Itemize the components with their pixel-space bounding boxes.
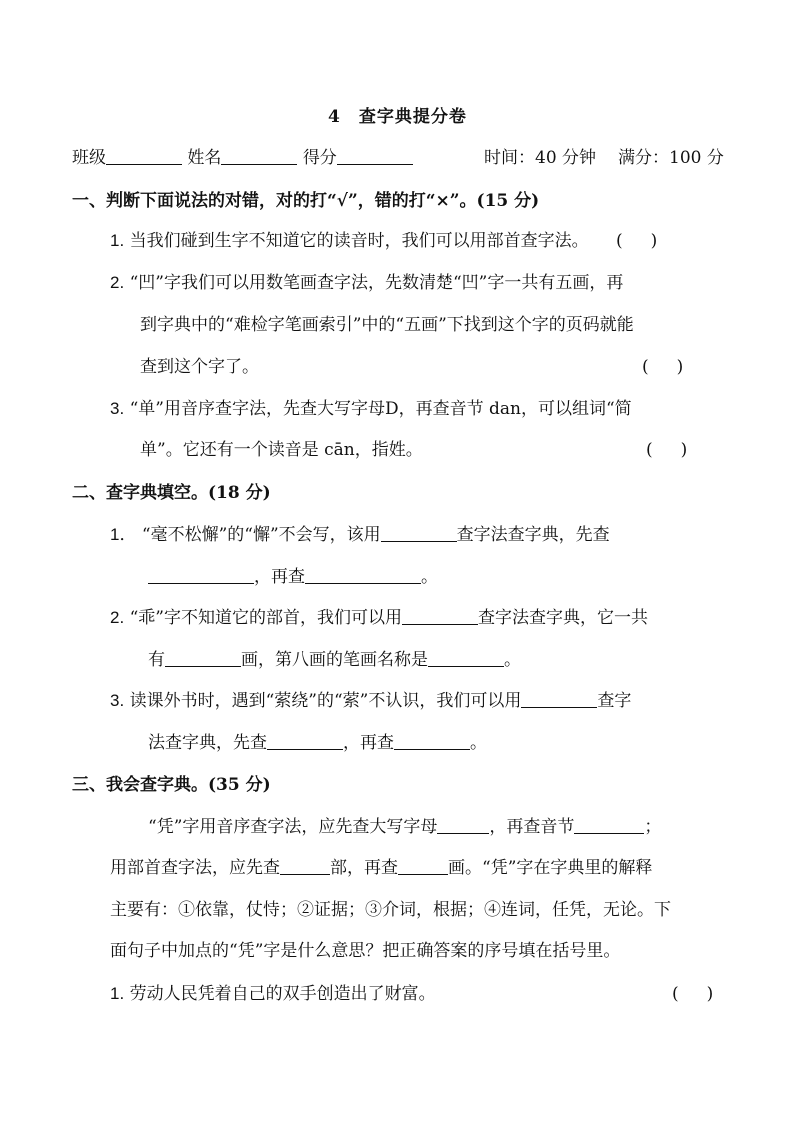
s1-q2-answer-box[interactable]: ( ) <box>642 357 684 377</box>
s2-q3-blank-first[interactable] <box>267 733 343 750</box>
s3-q1-number: 1. <box>110 984 125 1003</box>
score-blank[interactable] <box>337 148 413 165</box>
s2-q3-blank-second[interactable] <box>394 733 470 750</box>
s1-q3-line1: “单”用音序查字法，先查大写字母D，再查音节 dan，可以组词“简 <box>129 399 632 419</box>
s1-q2-line1: “凹”字我们可以用数笔画查字法，先数清楚“凹”字一共有五画，再 <box>129 273 624 293</box>
class-label: 班级 <box>72 148 106 168</box>
s2-q2-text-c: 有 <box>148 650 165 670</box>
s2-q2-blank-stroke-name[interactable] <box>428 650 504 667</box>
s3-text-d: 用部首查字法，应先查 <box>110 858 280 878</box>
s2-q1-number: 1． <box>110 525 137 544</box>
s3-blank-radical[interactable] <box>280 858 330 875</box>
s2-q1-text-d: 。 <box>421 567 438 587</box>
section2-heading: 二、查字典填空。(18 分) <box>72 483 271 503</box>
s1-q3 <box>110 398 632 420</box>
s2-q3-text-a: 读课外书时，遇到“萦绕”的“萦”不认识，我们可以用 <box>129 691 522 711</box>
s2-q1-text-c: ，再查 <box>254 567 305 587</box>
s3-text-b: ，再查音节 <box>489 817 575 837</box>
s2-q2 <box>110 607 648 629</box>
s2-q2-line2 <box>148 649 521 671</box>
s2-q1-blank-first[interactable] <box>148 567 254 584</box>
s3-para-line2 <box>110 857 652 879</box>
s3-text-f: 画。“凭”字在字典里的解释 <box>448 858 653 878</box>
s2-q3-text-e: 。 <box>470 733 487 753</box>
s2-q3-text-c: 法查字典，先查 <box>148 733 267 753</box>
s2-q2-blank-strokes[interactable] <box>165 650 241 667</box>
s1-q1 <box>110 230 589 252</box>
s1-q1-answer-box[interactable]: ( ) <box>616 231 658 251</box>
s1-q3-line2: 单”。它还有一个读音是 cān，指姓。 <box>140 440 423 460</box>
s2-q1-text-a: “毫不松懈”的“懈”不会写，该用 <box>141 525 381 545</box>
s2-q3-text-d: ，再查 <box>343 733 394 753</box>
s2-q3-number: 3. <box>110 691 125 710</box>
header-row <box>72 147 413 169</box>
s1-q3-answer-box[interactable]: ( ) <box>646 440 688 460</box>
s3-q1-text: 劳动人民凭着自己的双手创造出了财富。 <box>129 984 436 1004</box>
s3-q1 <box>110 983 436 1005</box>
s2-q2-text-b: 查字法查字典，它一共 <box>477 608 648 628</box>
s1-q2-line2: 到字典中的“难检字笔画索引”中的“五画”下找到这个字的页码就能 <box>140 315 634 335</box>
s2-q2-number: 2. <box>110 608 125 627</box>
s2-q3 <box>110 690 631 712</box>
s2-q2-text-e: 。 <box>504 650 521 670</box>
s2-q1-text-b: 查字法查字典，先查 <box>456 525 610 545</box>
s3-blank-strokes[interactable] <box>398 858 448 875</box>
section3-heading: 三、我会查字典。(35 分) <box>72 775 271 795</box>
s2-q3-text-b: 查字 <box>597 691 632 711</box>
s3-blank-syllable[interactable] <box>574 817 644 834</box>
s2-q1-blank-method[interactable] <box>381 525 457 542</box>
s3-blank-letter[interactable] <box>437 817 489 834</box>
s1-q2 <box>110 272 623 294</box>
name-blank[interactable] <box>221 148 297 165</box>
s3-q1-answer-box[interactable]: ( ) <box>672 984 714 1004</box>
s3-text-e: 部，再查 <box>330 858 398 878</box>
name-label: 姓名 <box>187 148 222 168</box>
s3-text-a: “凭”字用音序查字法，应先查大写字母 <box>148 817 438 837</box>
s2-q1-blank-second[interactable] <box>305 567 421 584</box>
s1-q2-line3: 查到这个字了。 <box>140 357 259 377</box>
time-label: 时间：40 分钟 <box>484 148 597 168</box>
section1-heading: 一、判断下面说法的对错，对的打“√”，错的打“×”。(15 分) <box>72 191 540 211</box>
s2-q2-text-d: 画，第八画的笔画名称是 <box>241 650 428 670</box>
s3-para-line3: 主要有：①依靠，仗恃；②证据；③介词，根据；④连词，任凭，无论。下 <box>110 900 671 920</box>
s3-para-line1 <box>148 816 661 838</box>
s3-para-line4: 面句子中加点的“凭”字是什么意思？把正确答案的序号填在括号里。 <box>110 941 621 961</box>
s2-q1-line2 <box>148 566 438 588</box>
s1-q1-number: 1. <box>110 231 125 250</box>
s1-q2-number: 2. <box>110 273 125 292</box>
s2-q3-blank-method[interactable] <box>521 691 597 708</box>
class-blank[interactable] <box>106 148 182 165</box>
s1-q1-text: 当我们碰到生字不知道它的读音时，我们可以用部首查字法。 <box>129 231 589 251</box>
s2-q2-blank-method[interactable] <box>402 608 478 625</box>
s2-q2-text-a: “乖”字不知道它的部首，我们可以用 <box>129 608 402 628</box>
score-label: 得分 <box>302 148 337 168</box>
full-score-label: 满分：100 分 <box>618 148 724 168</box>
page-title: 4 查字典提分卷 <box>328 107 467 127</box>
s2-q1 <box>110 524 610 546</box>
s3-text-c: ； <box>644 817 662 837</box>
s2-q3-line2 <box>148 732 487 754</box>
s1-q3-number: 3. <box>110 399 125 418</box>
